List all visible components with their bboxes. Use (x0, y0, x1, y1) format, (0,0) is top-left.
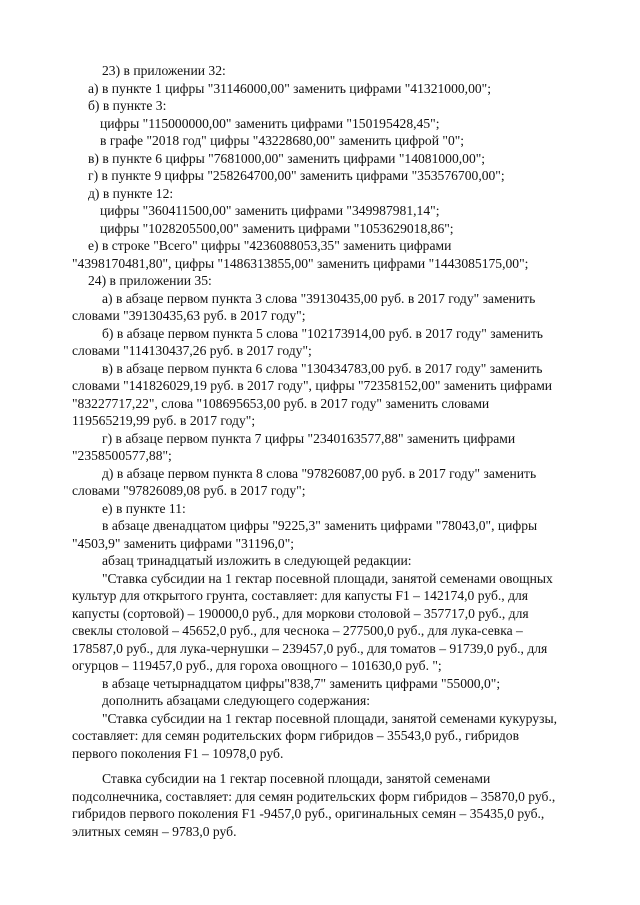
text-line: свеклы столовой – 45652,0 руб., для чеснока – 277500,0 руб., для лука-севка – (72, 623, 523, 638)
text-line: гибридов первого поколения F1 -9457,0 руб., оригинальных семян – 35435,0 руб., (72, 806, 545, 821)
text-line: "Ставка субсидии на 1 гектар посевной площади, занятой семенами кукурузы, (102, 710, 557, 726)
text-line: 178587,0 руб., для лука-чернушки – 239457,0 руб., для томатов – 91739,0 руб., для (72, 640, 548, 656)
text-line: дополнить абзацами следующего содержания: (102, 693, 371, 708)
text-line: элитных семян – 9783,0 руб. (72, 823, 237, 839)
text-line: цифры "115000000,00" заменить цифрами "150195428,45"; (100, 115, 440, 131)
text-line: в абзаце двенадцатом цифры "9225,3" заменить цифрами "78043,0", цифры (102, 518, 538, 533)
text-line: словами "97826089,08 руб. в 2017 году"; (72, 483, 306, 498)
text-line: д) в пункте 12: (88, 185, 174, 201)
text-line: а) в пункте 1 цифры "31146000,00" заменить цифрами "41321000,00"; (88, 80, 491, 96)
text-line: Ставка субсидии на 1 гектар посевной площади, занятой семенами (102, 771, 491, 786)
text-line: "4398170481,80", цифры "1486313855,00" заменить цифрами "1443085175,00"; (72, 255, 529, 271)
paragraph-gap (88, 762, 568, 770)
text-line: "83227717,22", слова "108695653,00 руб. в 2017 году" заменить словами (72, 395, 490, 411)
text-line: составляет: для семян родительских форм гибридов – 35543,0 руб., гибридов (72, 728, 519, 743)
text-line: "4503,9" заменить цифрами "31196,0"; (72, 535, 295, 551)
text-line: е) в пункте 11: (102, 500, 186, 516)
text-line: г) в пункте 9 цифры "258264700,00" заменить цифрами "353576700,00"; (88, 168, 505, 183)
text-line: 119565219,99 руб. в 2017 году"; (72, 413, 256, 428)
text-line: е) в строке "Всего" цифры "4236088053,35" заменить цифрами (88, 238, 452, 253)
text-line: в) в пункте 6 цифры "7681000,00" заменить цифрами "14081000,00"; (88, 150, 486, 166)
text-line: словами "114130437,26 руб. в 2017 году"; (72, 343, 312, 358)
text-line: г) в абзаце первом пункта 7 цифры "2340163577,88" заменить цифрами (102, 430, 516, 446)
text-line: "Ставка субсидии на 1 гектар посевной площади, занятой семенами овощных (102, 570, 553, 586)
text-line: словами "141826029,19 руб. в 2017 году", цифры "72358152,00" заменить цифрами (72, 378, 553, 393)
text-line: в) в абзаце первом пункта 6 слова "130434783,00 руб. в 2017 году" заменить (102, 360, 543, 376)
text-line: а) в абзаце первом пункта 3 слова "39130435,00 руб. в 2017 году" заменить (102, 290, 536, 306)
text-line: словами "39130435,63 руб. в 2017 году"; (72, 308, 306, 323)
text-line: 24) в приложении 35: (88, 273, 212, 288)
text-line: 23) в приложении 32: (102, 63, 226, 78)
text-line: первого поколения F1 – 10978,0 руб. (72, 745, 284, 761)
text-line: в абзаце четырнадцатом цифры"838,7" заменить цифрами "55000,0"; (102, 675, 501, 691)
text-line: "2358500577,88"; (72, 448, 172, 463)
text-line: в графе "2018 год" цифры "43228680,00" заменить цифрой "0"; (100, 133, 465, 148)
text-line: подсолнечника, составляет: для семян родительских форм гибридов – 35870,0 руб., (72, 788, 556, 804)
text-line: культур для открытого грунта, составляет: для капусты F1 – 142174,0 руб., для (72, 588, 529, 603)
text-line: б) в абзаце первом пункта 5 слова "102173914,00 руб. в 2017 году" заменить (102, 325, 543, 341)
text-line: капусты (сортовой) – 190000,0 руб., для моркови столовой – 357717,0 руб., для (72, 605, 529, 621)
text-line: д) в абзаце первом пункта 8 слова "97826087,00 руб. в 2017 году" заменить (102, 465, 537, 481)
document-page (72, 62, 568, 840)
text-line: цифры "1028205500,00" заменить цифрами "1053629018,86"; (100, 220, 454, 236)
text-line: огурцов – 119457,0 руб., для гороха овощного – 101630,0 руб. "; (72, 658, 442, 673)
text-line: б) в пункте 3: (88, 98, 167, 113)
text-line: цифры "360411500,00" заменить цифрами "349987981,14"; (100, 203, 440, 218)
text-line: абзац тринадцатый изложить в следующей редакции: (102, 553, 412, 568)
